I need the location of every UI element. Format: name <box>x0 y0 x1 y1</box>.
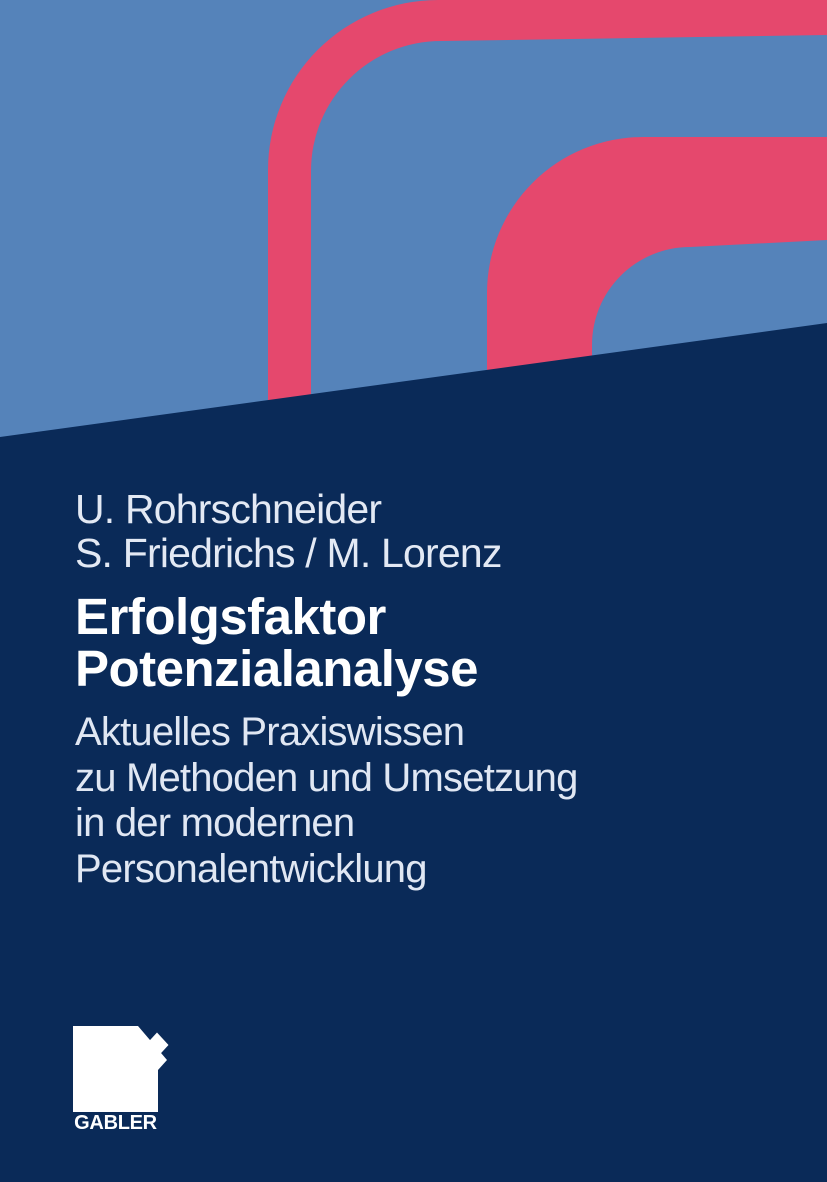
author-line: U. Rohrschneider <box>75 486 382 532</box>
book-subtitle <box>75 710 578 892</box>
author-block <box>75 487 502 575</box>
subtitle-line: zu Methoden und Umsetzung <box>75 755 578 800</box>
book-title <box>75 588 479 697</box>
publisher-wordmark: GABLER <box>74 1112 157 1134</box>
subtitle-line: Personalentwicklung <box>75 846 427 891</box>
author-line: S. Friedrichs / M. Lorenz <box>75 530 502 576</box>
subtitle-line: Aktuelles Praxiswissen <box>75 710 465 754</box>
title-line: Erfolgsfaktor <box>75 588 386 645</box>
subtitle-line: in der modernen <box>75 801 355 845</box>
title-line: Potenzialanalyse <box>75 640 479 697</box>
